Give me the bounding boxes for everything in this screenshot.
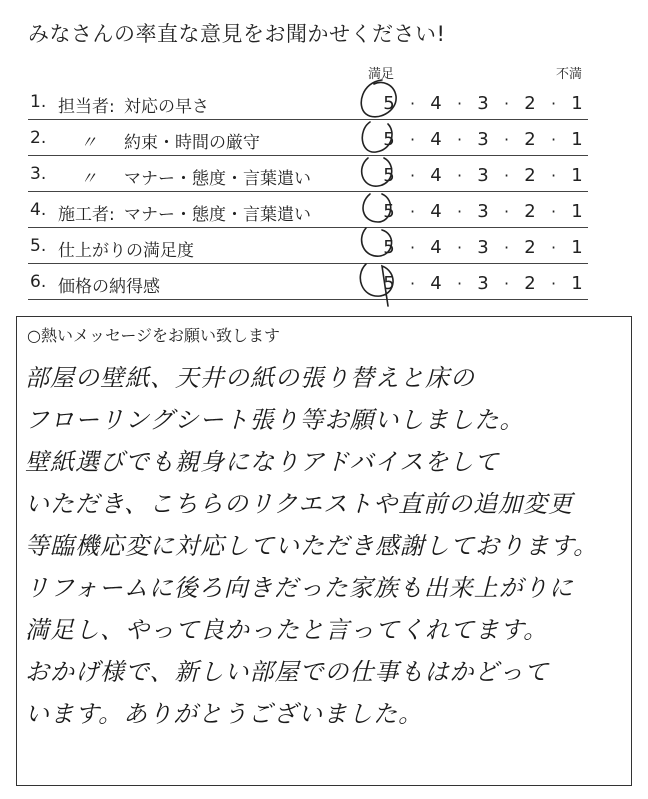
question-category: 施工者: xyxy=(58,205,115,225)
scale-separator: · xyxy=(550,93,557,113)
scale-separator: · xyxy=(550,273,557,293)
rating-option[interactable]: 2 xyxy=(524,236,536,258)
rating-option[interactable]: 5 xyxy=(383,92,395,114)
rating-option[interactable]: 2 xyxy=(524,200,536,222)
rating-option[interactable]: 5 xyxy=(383,128,395,150)
comment-line: リフォームに後ろ向きだった家族も出来上がりに xyxy=(25,574,574,602)
rating-option[interactable]: 1 xyxy=(571,92,583,114)
comment-line: 満足し、やって良かったと言ってくれてます。 xyxy=(25,616,549,644)
scale-separator: · xyxy=(503,165,510,185)
survey-title: みなさんの率直な意見をお聞かせください! xyxy=(28,22,446,46)
ditto-mark: 〃 xyxy=(80,133,97,153)
rating-option[interactable]: 2 xyxy=(524,128,536,150)
scale-separator: · xyxy=(456,273,463,293)
question-text: マナー・態度・言葉遣い xyxy=(124,205,311,225)
question-row xyxy=(28,120,588,156)
rating-option[interactable]: 5 xyxy=(383,272,395,294)
rating-option[interactable]: 2 xyxy=(524,164,536,186)
rating-option[interactable]: 1 xyxy=(571,272,583,294)
question-number: 5. xyxy=(30,236,47,256)
rating-option[interactable]: 1 xyxy=(571,164,583,186)
question-number: 2. xyxy=(30,128,47,148)
rating-option[interactable]: 3 xyxy=(477,272,489,294)
question-number: 6. xyxy=(30,272,47,292)
scale-separator: · xyxy=(503,93,510,113)
rating-option[interactable]: 4 xyxy=(430,92,442,114)
rating-scale[interactable] xyxy=(378,90,588,116)
comment-line: いただき、こちらのリクエストや直前の追加変更 xyxy=(25,490,574,518)
rating-scale[interactable] xyxy=(378,162,588,188)
question-row xyxy=(28,192,588,228)
question-row xyxy=(28,264,588,300)
question-row xyxy=(28,228,588,264)
scale-separator: · xyxy=(456,165,463,185)
scale-separator: · xyxy=(456,237,463,257)
question-row xyxy=(28,156,588,192)
scale-separator: · xyxy=(456,201,463,221)
question-number: 1. xyxy=(30,92,47,112)
scale-separator: · xyxy=(550,201,557,221)
rating-scale[interactable] xyxy=(378,270,588,296)
scale-separator: · xyxy=(456,129,463,149)
question-category: 仕上がりの満足度 xyxy=(58,241,194,261)
question-text: 約束・時間の厳守 xyxy=(124,133,260,153)
question-row xyxy=(28,84,588,120)
rating-option[interactable]: 4 xyxy=(430,128,442,150)
comment-line: フローリングシート張り等お願いしました。 xyxy=(25,406,525,434)
scale-separator: · xyxy=(550,129,557,149)
scale-low-label: 不満 xyxy=(556,67,583,82)
scale-separator: · xyxy=(503,129,510,149)
rating-option[interactable]: 3 xyxy=(477,236,489,258)
comment-heading: ○熱いメッセージをお願い致します xyxy=(27,326,281,345)
scale-separator: · xyxy=(409,129,416,149)
rating-option[interactable]: 5 xyxy=(383,236,395,258)
question-text: 対応の早さ xyxy=(124,97,209,117)
scale-separator: · xyxy=(503,201,510,221)
question-text: マナー・態度・言葉遣い xyxy=(124,169,311,189)
rating-option[interactable]: 4 xyxy=(430,164,442,186)
scale-separator: · xyxy=(409,273,416,293)
rating-option[interactable]: 5 xyxy=(383,164,395,186)
scale-separator: · xyxy=(409,93,416,113)
comment-line: 部屋の壁紙、天井の紙の張り替えと床の xyxy=(25,364,475,392)
rating-option[interactable]: 4 xyxy=(430,272,442,294)
scale-separator: · xyxy=(503,237,510,257)
question-number: 3. xyxy=(30,164,47,184)
question-category: 価格の納得感 xyxy=(58,277,160,297)
rating-option[interactable]: 3 xyxy=(477,200,489,222)
rating-option[interactable]: 1 xyxy=(571,200,583,222)
scale-high-label: 満足 xyxy=(368,67,395,82)
ditto-mark: 〃 xyxy=(80,169,97,189)
rating-option[interactable]: 2 xyxy=(524,272,536,294)
question-category: 担当者: xyxy=(58,97,115,117)
comment-box xyxy=(16,316,632,786)
rating-option[interactable]: 4 xyxy=(430,236,442,258)
comment-line: おかげ様で、新しい部屋での仕事もはかどって xyxy=(25,658,550,686)
rating-option[interactable]: 3 xyxy=(477,164,489,186)
rating-option[interactable]: 1 xyxy=(571,128,583,150)
comment-line: います。ありがとうございました。 xyxy=(25,700,424,728)
rating-option[interactable]: 2 xyxy=(524,92,536,114)
rating-scale[interactable] xyxy=(378,126,588,152)
scale-separator: · xyxy=(409,237,416,257)
rating-option[interactable]: 5 xyxy=(383,200,395,222)
scale-separator: · xyxy=(456,93,463,113)
rating-option[interactable]: 4 xyxy=(430,200,442,222)
rating-option[interactable]: 3 xyxy=(477,92,489,114)
scale-separator: · xyxy=(503,273,510,293)
scale-separator: · xyxy=(409,201,416,221)
scale-separator: · xyxy=(550,237,557,257)
comment-line: 等臨機応変に対応していただき感謝しております。 xyxy=(25,532,599,560)
scale-separator: · xyxy=(550,165,557,185)
question-number: 4. xyxy=(30,200,47,220)
rating-scale[interactable] xyxy=(378,198,588,224)
rating-option[interactable]: 3 xyxy=(477,128,489,150)
comment-line: 壁紙選びでも親身になりアドバイスをして xyxy=(25,448,500,476)
rating-option[interactable]: 1 xyxy=(571,236,583,258)
rating-scale[interactable] xyxy=(378,234,588,260)
comment-text xyxy=(25,357,625,735)
scale-separator: · xyxy=(409,165,416,185)
